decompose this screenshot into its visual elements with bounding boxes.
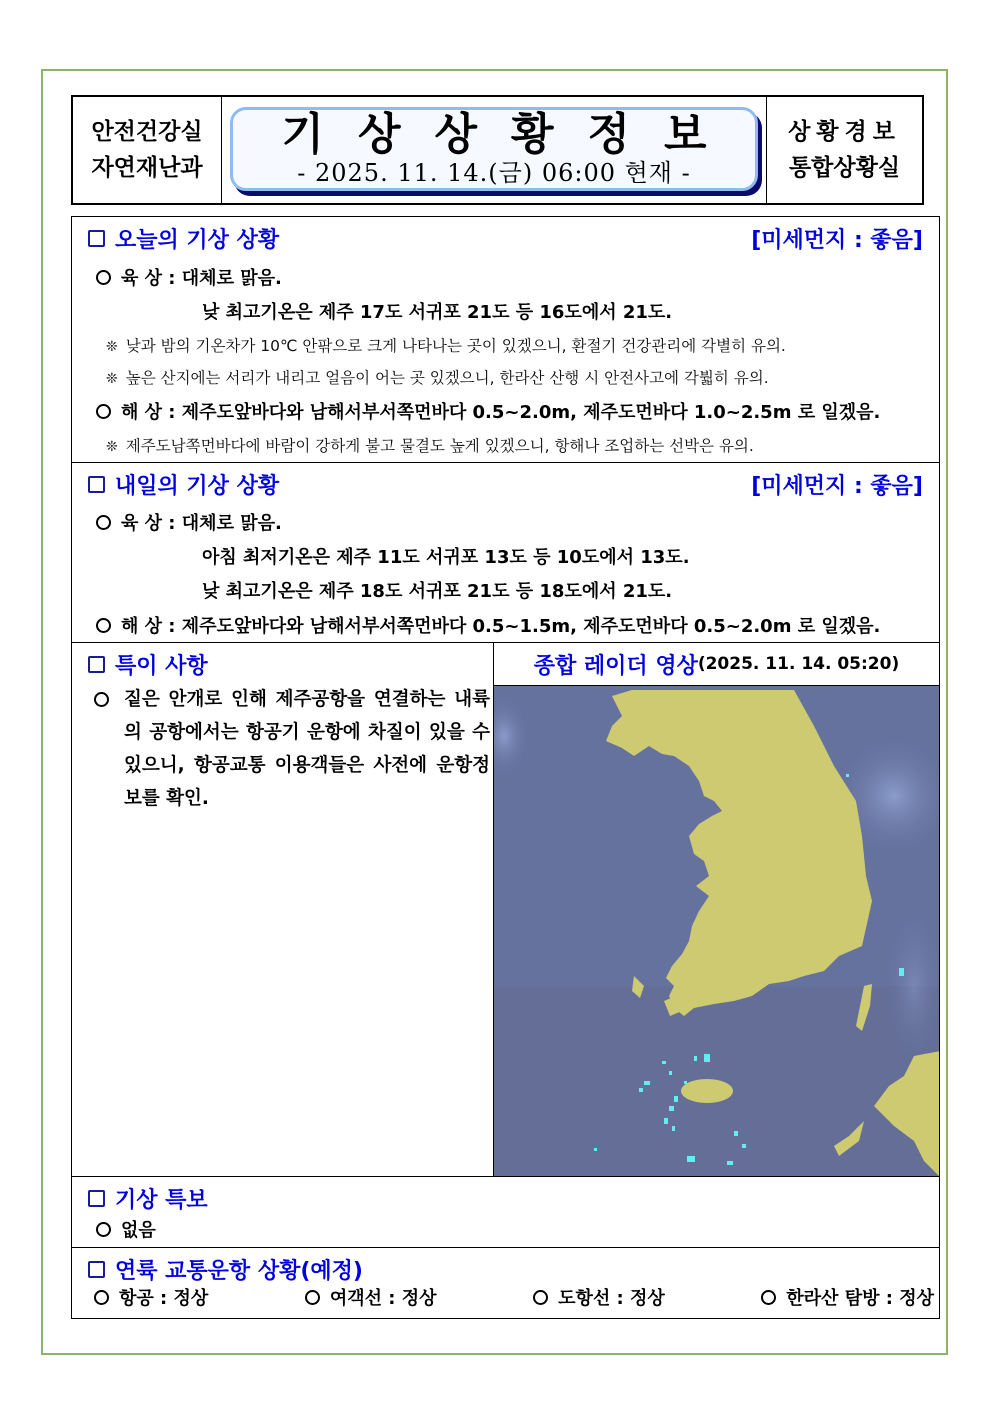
section-today (71, 216, 940, 463)
department-block (73, 97, 222, 203)
checkbox-square-icon (88, 656, 105, 673)
section-warnings (71, 1176, 940, 1248)
circle-bullet-icon (94, 1290, 109, 1305)
section-title-today (88, 223, 279, 254)
circle-bullet-icon (96, 404, 111, 419)
circle-bullet-icon (96, 515, 111, 530)
checkbox-square-icon (88, 1261, 105, 1278)
circle-bullet-icon (96, 1222, 111, 1237)
tomorrow-land-high: 낮 최고기온은 제주 18도 서귀포 21도 등 18도에서 21도. (202, 581, 673, 602)
today-sea-line (96, 398, 880, 424)
traffic-item-island-ferry: 도항선 : 정상 (533, 1284, 665, 1310)
asterisk-icon: ❊ (106, 371, 118, 387)
tomorrow-sea-line: 해 상 : 제주도앞바다와 남해서부서쪽먼바다 0.5~1.5m, 제주도먼바다 0.5~2.0m 로 일겠음. (96, 612, 880, 638)
circle-bullet-icon (96, 618, 111, 633)
checkbox-square-icon (88, 476, 105, 493)
circle-bullet-icon (305, 1290, 320, 1305)
sea-summary: 제주도앞바다와 남해서부서쪽먼바다 0.5~2.0m, 제주도먼바다 1.0~2.5m 로 일겠음. (181, 402, 881, 423)
circle-bullet-icon (533, 1290, 548, 1305)
section-title-text: 오늘의 기상 상황 (115, 228, 280, 253)
land-label: 육 상 : (121, 268, 176, 289)
section-special-radar (71, 642, 940, 1177)
today-land-high: 낮 최고기온은 제주 17도 서귀포 21도 등 16도에서 21도. (202, 302, 673, 323)
traffic-status-row (94, 1284, 934, 1310)
circle-bullet-icon (96, 270, 111, 285)
today-note-2: ❊ 높은 산지에는 서리가 내리고 얼음이 어는 곳 있겠으니, 한라산 산행 시 안전사고에 각붧히 유의. (106, 369, 769, 387)
section-title-tomorrow (88, 469, 279, 500)
special-paragraph: 짙은 안개로 인해 제주공항을 연결하는 내륙의 공항에서는 항공기 운항에 차질이 있을 수 있으니, 항공교통 이용객들은 사전에 운항정보를 확인. (94, 683, 490, 815)
asterisk-icon: ❊ (106, 439, 118, 455)
today-land-line (96, 264, 282, 290)
today-sea-note: ❊ 제주도남쪽먼바다에 바람이 강하게 불고 물결도 높게 있겠으니, 항해나 조업하는 선박은 유의. (106, 437, 754, 455)
radar-image (494, 686, 939, 1176)
department-line1: 안전건강실 (91, 119, 203, 145)
circle-bullet-icon (94, 692, 109, 707)
special-notes (72, 643, 494, 1176)
report-title: 기상상황정보 (281, 109, 741, 160)
tomorrow-land-line: 육 상 : 대체로 맑음. (96, 509, 282, 535)
office-block (766, 97, 922, 203)
title-box (230, 107, 758, 191)
radar-title: 종합 레이더 영상 (533, 653, 698, 679)
fine-dust-tomorrow: [미세먼지 : 좋음] (751, 474, 923, 499)
sea-label: 해 상 : (121, 402, 176, 423)
tomorrow-land-low: 아침 최저기온은 제주 11도 서귀포 13도 등 10도에서 13도. (202, 547, 690, 568)
asterisk-icon: ❊ (106, 339, 118, 355)
section-title-text: 내일의 기상 상황 (115, 474, 280, 499)
report-header (71, 95, 924, 205)
radar-header (494, 643, 939, 686)
radar-timestamp: (2025. 11. 14. 05:20) (697, 654, 900, 674)
section-title-traffic: 연륙 교통운항 상황(예정) (88, 1254, 363, 1285)
warnings-value: 없음 (96, 1216, 156, 1242)
office-line1: 상황경보 (788, 119, 901, 145)
section-traffic (71, 1247, 940, 1319)
circle-bullet-icon (761, 1290, 776, 1305)
land-summary: 대체로 맑음. (181, 268, 282, 289)
checkbox-square-icon (88, 1190, 105, 1207)
office-line2: 통합상황실 (788, 155, 901, 181)
title-area (222, 97, 766, 203)
checkbox-square-icon (88, 230, 105, 247)
traffic-item-hallasan: 한라산 탐방 : 정상 (761, 1284, 934, 1310)
traffic-item-air: 항공 : 정상 (94, 1284, 208, 1310)
section-title-special: 특이 사항 (88, 649, 208, 680)
section-tomorrow (71, 462, 940, 643)
fine-dust-today: [미세먼지 : 좋음] (751, 228, 923, 253)
today-note-1: ❊ 낮과 밤의 기온차가 10℃ 안팎으로 크게 나타나는 곳이 있겠으니, 환절기 건강관리에 각별히 유의. (106, 337, 786, 355)
section-title-warnings: 기상 특보 (88, 1183, 208, 1214)
department-line2: 자연재난과 (91, 155, 203, 181)
report-datetime: - 2025. 11. 14.(금) 06:00 현재 - (297, 159, 691, 187)
korea-radar-map (494, 686, 939, 1176)
traffic-item-ferry: 여객선 : 정상 (305, 1284, 437, 1310)
